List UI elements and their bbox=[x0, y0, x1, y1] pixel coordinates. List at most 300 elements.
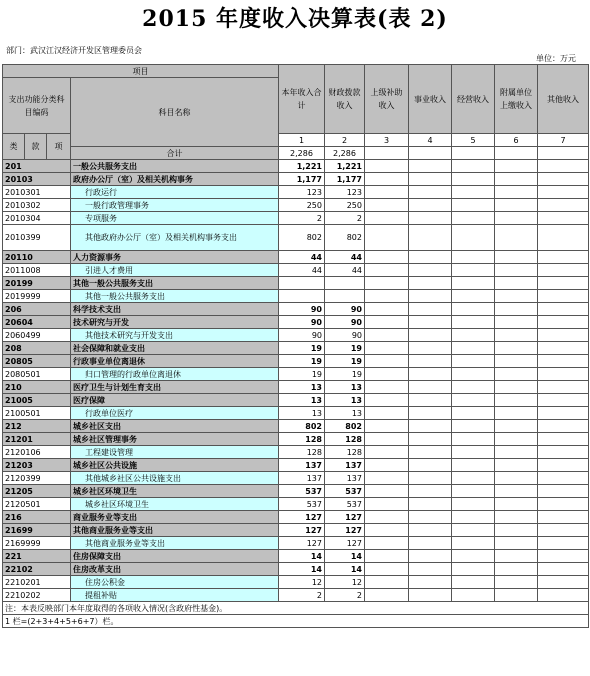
header-kuan: 款 bbox=[25, 134, 47, 160]
row-code: 2010302 bbox=[3, 199, 71, 212]
row-value-2: 127 bbox=[325, 537, 365, 550]
row-value-5 bbox=[452, 433, 495, 446]
row-subject-name: 专项服务 bbox=[71, 212, 279, 225]
row-value-7 bbox=[538, 563, 589, 576]
row-value-7 bbox=[538, 186, 589, 199]
row-value-3 bbox=[365, 225, 409, 251]
row-value-7 bbox=[538, 381, 589, 394]
row-value-1: 19 bbox=[279, 355, 325, 368]
row-value-3 bbox=[365, 303, 409, 316]
total-value-1: 2,286 bbox=[279, 147, 325, 160]
row-value-1: 13 bbox=[279, 381, 325, 394]
table-row bbox=[3, 316, 589, 329]
row-subject-name: 医疗保障 bbox=[71, 394, 279, 407]
row-subject-name: 住房改革支出 bbox=[71, 563, 279, 576]
row-value-4 bbox=[409, 498, 452, 511]
row-value-2: 14 bbox=[325, 550, 365, 563]
row-value-1: 137 bbox=[279, 472, 325, 485]
row-value-7 bbox=[538, 277, 589, 290]
row-value-1: 90 bbox=[279, 316, 325, 329]
row-value-4 bbox=[409, 394, 452, 407]
row-value-4 bbox=[409, 524, 452, 537]
header-col-6: 附属单位上缴收入 bbox=[495, 65, 538, 134]
row-value-3 bbox=[365, 251, 409, 264]
row-value-3 bbox=[365, 576, 409, 589]
row-subject-name: 科学技术支出 bbox=[71, 303, 279, 316]
row-subject-name: 人力资源事务 bbox=[71, 251, 279, 264]
row-value-5 bbox=[452, 212, 495, 225]
row-value-2: 127 bbox=[325, 524, 365, 537]
row-value-4 bbox=[409, 472, 452, 485]
table-row bbox=[3, 433, 589, 446]
row-value-4 bbox=[409, 511, 452, 524]
row-value-6 bbox=[495, 550, 538, 563]
row-value-4 bbox=[409, 316, 452, 329]
row-value-3 bbox=[365, 563, 409, 576]
row-value-5 bbox=[452, 576, 495, 589]
row-value-3 bbox=[365, 459, 409, 472]
row-code: 2019999 bbox=[3, 290, 71, 303]
row-value-1: 19 bbox=[279, 368, 325, 381]
row-subject-name: 引进人才费用 bbox=[71, 264, 279, 277]
income-final-accounts-table bbox=[2, 64, 589, 628]
row-code: 212 bbox=[3, 420, 71, 433]
row-value-3 bbox=[365, 381, 409, 394]
table-row bbox=[3, 459, 589, 472]
row-code: 216 bbox=[3, 511, 71, 524]
row-code: 2060499 bbox=[3, 329, 71, 342]
row-value-2: 123 bbox=[325, 186, 365, 199]
row-value-3 bbox=[365, 329, 409, 342]
row-value-1: 250 bbox=[279, 199, 325, 212]
row-value-1: 137 bbox=[279, 459, 325, 472]
header-col-3: 上级补助收入 bbox=[365, 65, 409, 134]
row-subject-name: 归口管理的行政单位离退休 bbox=[71, 368, 279, 381]
row-value-4 bbox=[409, 420, 452, 433]
row-value-6 bbox=[495, 342, 538, 355]
row-value-7 bbox=[538, 225, 589, 251]
row-value-2: 2 bbox=[325, 212, 365, 225]
total-value-3 bbox=[365, 147, 409, 160]
row-value-5 bbox=[452, 355, 495, 368]
row-value-7 bbox=[538, 368, 589, 381]
table-row bbox=[3, 381, 589, 394]
table-row bbox=[3, 225, 589, 251]
row-value-4 bbox=[409, 329, 452, 342]
row-value-1: 127 bbox=[279, 537, 325, 550]
row-value-4 bbox=[409, 563, 452, 576]
row-subject-name: 提租补贴 bbox=[71, 589, 279, 602]
row-value-6 bbox=[495, 290, 538, 303]
table-row bbox=[3, 420, 589, 433]
row-value-2: 19 bbox=[325, 342, 365, 355]
row-value-1: 13 bbox=[279, 394, 325, 407]
row-value-2: 90 bbox=[325, 329, 365, 342]
row-subject-name: 工程建设管理 bbox=[71, 446, 279, 459]
row-value-5 bbox=[452, 459, 495, 472]
row-subject-name: 住房公积金 bbox=[71, 576, 279, 589]
row-value-2: 12 bbox=[325, 576, 365, 589]
row-subject-name: 城乡社区环境卫生 bbox=[71, 485, 279, 498]
row-value-3 bbox=[365, 368, 409, 381]
row-value-3 bbox=[365, 186, 409, 199]
row-value-5 bbox=[452, 511, 495, 524]
department-label: 部门：武汉江汉经济开发区管理委员会 bbox=[6, 46, 142, 55]
row-value-6 bbox=[495, 381, 538, 394]
row-value-7 bbox=[538, 446, 589, 459]
row-code: 20604 bbox=[3, 316, 71, 329]
row-value-4 bbox=[409, 576, 452, 589]
row-value-2: 1,221 bbox=[325, 160, 365, 173]
row-value-2: 537 bbox=[325, 498, 365, 511]
row-code: 21201 bbox=[3, 433, 71, 446]
note-row bbox=[3, 602, 589, 615]
row-value-2: 1,177 bbox=[325, 173, 365, 186]
row-value-1: 127 bbox=[279, 511, 325, 524]
row-subject-name: 一般公共服务支出 bbox=[71, 160, 279, 173]
row-value-1: 537 bbox=[279, 498, 325, 511]
row-value-4 bbox=[409, 342, 452, 355]
row-value-3 bbox=[365, 290, 409, 303]
report-title: 2015 年度收入决算表(表 2) bbox=[142, 6, 448, 32]
header-func-code: 支出功能分类科目编码 bbox=[3, 78, 71, 134]
row-value-7 bbox=[538, 433, 589, 446]
row-value-1: 19 bbox=[279, 342, 325, 355]
col-index-1: 1 bbox=[279, 134, 325, 147]
row-value-4 bbox=[409, 160, 452, 173]
row-subject-name: 其他技术研究与开发支出 bbox=[71, 329, 279, 342]
row-value-4 bbox=[409, 186, 452, 199]
row-value-5 bbox=[452, 186, 495, 199]
row-code: 2080501 bbox=[3, 368, 71, 381]
row-value-4 bbox=[409, 407, 452, 420]
table-row bbox=[3, 355, 589, 368]
table-row bbox=[3, 342, 589, 355]
table-row bbox=[3, 212, 589, 225]
row-value-7 bbox=[538, 342, 589, 355]
row-value-7 bbox=[538, 264, 589, 277]
row-code: 21203 bbox=[3, 459, 71, 472]
row-code: 20103 bbox=[3, 173, 71, 186]
row-value-3 bbox=[365, 485, 409, 498]
row-value-5 bbox=[452, 537, 495, 550]
row-value-7 bbox=[538, 251, 589, 264]
row-code: 20110 bbox=[3, 251, 71, 264]
row-value-2: 137 bbox=[325, 459, 365, 472]
row-value-1: 802 bbox=[279, 420, 325, 433]
row-code: 20805 bbox=[3, 355, 71, 368]
table-row bbox=[3, 563, 589, 576]
row-code: 2010399 bbox=[3, 225, 71, 251]
table-note: 1 栏=(2+3+4+5+6+7）栏。 bbox=[3, 615, 589, 628]
row-value-2: 250 bbox=[325, 199, 365, 212]
row-value-2: 44 bbox=[325, 264, 365, 277]
row-value-3 bbox=[365, 433, 409, 446]
row-value-4 bbox=[409, 433, 452, 446]
header-subject-name: 科目名称 bbox=[71, 78, 279, 147]
row-value-6 bbox=[495, 251, 538, 264]
row-value-2 bbox=[325, 277, 365, 290]
row-code: 2210202 bbox=[3, 589, 71, 602]
row-value-1: 1,177 bbox=[279, 173, 325, 186]
table-row bbox=[3, 160, 589, 173]
row-value-3 bbox=[365, 589, 409, 602]
row-subject-name: 医疗卫生与计划生育支出 bbox=[71, 381, 279, 394]
row-subject-name: 住房保障支出 bbox=[71, 550, 279, 563]
row-value-5 bbox=[452, 329, 495, 342]
row-value-1: 13 bbox=[279, 407, 325, 420]
row-value-2: 537 bbox=[325, 485, 365, 498]
total-value-6 bbox=[495, 147, 538, 160]
row-value-1: 14 bbox=[279, 563, 325, 576]
row-value-3 bbox=[365, 394, 409, 407]
row-value-3 bbox=[365, 498, 409, 511]
row-value-4 bbox=[409, 303, 452, 316]
row-value-6 bbox=[495, 407, 538, 420]
row-value-1: 12 bbox=[279, 576, 325, 589]
row-value-3 bbox=[365, 537, 409, 550]
table-row bbox=[3, 303, 589, 316]
row-code: 2010301 bbox=[3, 186, 71, 199]
row-subject-name: 行政单位医疗 bbox=[71, 407, 279, 420]
row-value-4 bbox=[409, 355, 452, 368]
row-value-6 bbox=[495, 355, 538, 368]
row-value-7 bbox=[538, 420, 589, 433]
row-value-5 bbox=[452, 407, 495, 420]
row-subject-name: 行政运行 bbox=[71, 186, 279, 199]
row-value-5 bbox=[452, 498, 495, 511]
row-value-4 bbox=[409, 589, 452, 602]
row-value-3 bbox=[365, 264, 409, 277]
row-value-6 bbox=[495, 498, 538, 511]
row-value-6 bbox=[495, 472, 538, 485]
row-value-7 bbox=[538, 459, 589, 472]
table-row bbox=[3, 173, 589, 186]
row-subject-name: 城乡社区环境卫生 bbox=[71, 498, 279, 511]
row-value-7 bbox=[538, 212, 589, 225]
row-value-3 bbox=[365, 420, 409, 433]
row-value-6 bbox=[495, 212, 538, 225]
row-subject-name: 其他一般公共服务支出 bbox=[71, 277, 279, 290]
row-value-3 bbox=[365, 550, 409, 563]
row-value-5 bbox=[452, 316, 495, 329]
row-value-1: 127 bbox=[279, 524, 325, 537]
row-value-7 bbox=[538, 329, 589, 342]
row-value-4 bbox=[409, 550, 452, 563]
row-value-3 bbox=[365, 160, 409, 173]
row-value-3 bbox=[365, 511, 409, 524]
row-value-6 bbox=[495, 277, 538, 290]
row-value-6 bbox=[495, 329, 538, 342]
row-code: 20199 bbox=[3, 277, 71, 290]
table-row bbox=[3, 394, 589, 407]
total-label: 合计 bbox=[71, 147, 279, 160]
table-row bbox=[3, 407, 589, 420]
table-row bbox=[3, 485, 589, 498]
row-value-6 bbox=[495, 576, 538, 589]
row-value-7 bbox=[538, 303, 589, 316]
row-value-5 bbox=[452, 446, 495, 459]
table-row bbox=[3, 537, 589, 550]
row-value-2: 14 bbox=[325, 563, 365, 576]
row-subject-name: 其他商业服务业等支出 bbox=[71, 537, 279, 550]
row-value-2: 13 bbox=[325, 381, 365, 394]
table-row bbox=[3, 524, 589, 537]
row-value-3 bbox=[365, 212, 409, 225]
row-code: 21005 bbox=[3, 394, 71, 407]
row-value-5 bbox=[452, 225, 495, 251]
row-value-6 bbox=[495, 264, 538, 277]
row-value-7 bbox=[538, 498, 589, 511]
row-value-3 bbox=[365, 472, 409, 485]
row-value-4 bbox=[409, 459, 452, 472]
row-value-4 bbox=[409, 199, 452, 212]
row-value-4 bbox=[409, 368, 452, 381]
row-value-7 bbox=[538, 589, 589, 602]
row-value-1: 44 bbox=[279, 264, 325, 277]
row-value-3 bbox=[365, 407, 409, 420]
row-value-6 bbox=[495, 173, 538, 186]
row-value-1 bbox=[279, 277, 325, 290]
total-value-4 bbox=[409, 147, 452, 160]
table-row bbox=[3, 589, 589, 602]
row-value-7 bbox=[538, 407, 589, 420]
row-value-6 bbox=[495, 537, 538, 550]
row-value-5 bbox=[452, 277, 495, 290]
col-index-7: 7 bbox=[538, 134, 589, 147]
row-code: 22102 bbox=[3, 563, 71, 576]
table-row bbox=[3, 329, 589, 342]
row-value-7 bbox=[538, 199, 589, 212]
row-value-6 bbox=[495, 160, 538, 173]
row-value-6 bbox=[495, 446, 538, 459]
row-value-1: 2 bbox=[279, 589, 325, 602]
row-value-1: 44 bbox=[279, 251, 325, 264]
row-value-2: 19 bbox=[325, 355, 365, 368]
row-value-1: 802 bbox=[279, 225, 325, 251]
row-value-5 bbox=[452, 550, 495, 563]
row-value-2: 128 bbox=[325, 446, 365, 459]
row-value-2: 13 bbox=[325, 394, 365, 407]
row-value-3 bbox=[365, 316, 409, 329]
table-row bbox=[3, 290, 589, 303]
row-code: 2210201 bbox=[3, 576, 71, 589]
row-value-5 bbox=[452, 524, 495, 537]
row-value-4 bbox=[409, 251, 452, 264]
row-value-6 bbox=[495, 316, 538, 329]
row-value-7 bbox=[538, 290, 589, 303]
table-row bbox=[3, 550, 589, 563]
row-value-5 bbox=[452, 251, 495, 264]
table-row bbox=[3, 277, 589, 290]
row-code: 2120501 bbox=[3, 498, 71, 511]
row-value-1: 14 bbox=[279, 550, 325, 563]
header-col-5: 经营收入 bbox=[452, 65, 495, 134]
row-value-4 bbox=[409, 225, 452, 251]
table-row bbox=[3, 511, 589, 524]
row-value-6 bbox=[495, 420, 538, 433]
table-row bbox=[3, 199, 589, 212]
row-value-5 bbox=[452, 264, 495, 277]
row-value-1: 1,221 bbox=[279, 160, 325, 173]
row-value-1: 128 bbox=[279, 446, 325, 459]
row-value-2: 2 bbox=[325, 589, 365, 602]
table-row bbox=[3, 186, 589, 199]
row-value-2 bbox=[325, 290, 365, 303]
header-xiang: 项 bbox=[47, 134, 71, 160]
row-value-7 bbox=[538, 485, 589, 498]
row-value-6 bbox=[495, 394, 538, 407]
row-value-4 bbox=[409, 485, 452, 498]
row-value-5 bbox=[452, 199, 495, 212]
row-value-1: 128 bbox=[279, 433, 325, 446]
header-col-1: 本年收入合计 bbox=[279, 65, 325, 134]
row-code: 21699 bbox=[3, 524, 71, 537]
row-code: 2010304 bbox=[3, 212, 71, 225]
row-value-4 bbox=[409, 212, 452, 225]
row-value-3 bbox=[365, 173, 409, 186]
row-value-2: 13 bbox=[325, 407, 365, 420]
row-value-6 bbox=[495, 199, 538, 212]
row-code: 21205 bbox=[3, 485, 71, 498]
row-value-5 bbox=[452, 563, 495, 576]
row-value-7 bbox=[538, 355, 589, 368]
row-subject-name: 其他政府办公厅（室）及相关机构事务支出 bbox=[71, 225, 279, 251]
row-value-7 bbox=[538, 576, 589, 589]
header-col-2: 财政拨款收入 bbox=[325, 65, 365, 134]
row-value-2: 802 bbox=[325, 420, 365, 433]
row-value-6 bbox=[495, 563, 538, 576]
row-value-3 bbox=[365, 277, 409, 290]
row-value-7 bbox=[538, 511, 589, 524]
col-index-5: 5 bbox=[452, 134, 495, 147]
row-subject-name: 一般行政管理事务 bbox=[71, 199, 279, 212]
row-value-3 bbox=[365, 199, 409, 212]
row-code: 206 bbox=[3, 303, 71, 316]
row-value-5 bbox=[452, 342, 495, 355]
total-value-5 bbox=[452, 147, 495, 160]
row-value-6 bbox=[495, 303, 538, 316]
row-code: 201 bbox=[3, 160, 71, 173]
row-value-4 bbox=[409, 264, 452, 277]
row-code: 2120106 bbox=[3, 446, 71, 459]
row-value-2: 802 bbox=[325, 225, 365, 251]
row-value-4 bbox=[409, 537, 452, 550]
row-value-5 bbox=[452, 160, 495, 173]
row-value-7 bbox=[538, 524, 589, 537]
row-value-7 bbox=[538, 173, 589, 186]
row-value-5 bbox=[452, 485, 495, 498]
row-value-3 bbox=[365, 342, 409, 355]
note-row bbox=[3, 615, 589, 628]
row-value-5 bbox=[452, 472, 495, 485]
row-value-3 bbox=[365, 524, 409, 537]
row-value-6 bbox=[495, 511, 538, 524]
row-subject-name: 其他城乡社区公共设施支出 bbox=[71, 472, 279, 485]
header-lei: 类 bbox=[3, 134, 25, 160]
total-value-2: 2,286 bbox=[325, 147, 365, 160]
table-row bbox=[3, 472, 589, 485]
row-subject-name: 技术研究与开发 bbox=[71, 316, 279, 329]
row-value-4 bbox=[409, 381, 452, 394]
total-value-7 bbox=[538, 147, 589, 160]
row-value-2: 44 bbox=[325, 251, 365, 264]
row-value-6 bbox=[495, 524, 538, 537]
row-value-1: 2 bbox=[279, 212, 325, 225]
row-value-3 bbox=[365, 355, 409, 368]
row-value-7 bbox=[538, 160, 589, 173]
row-value-6 bbox=[495, 368, 538, 381]
